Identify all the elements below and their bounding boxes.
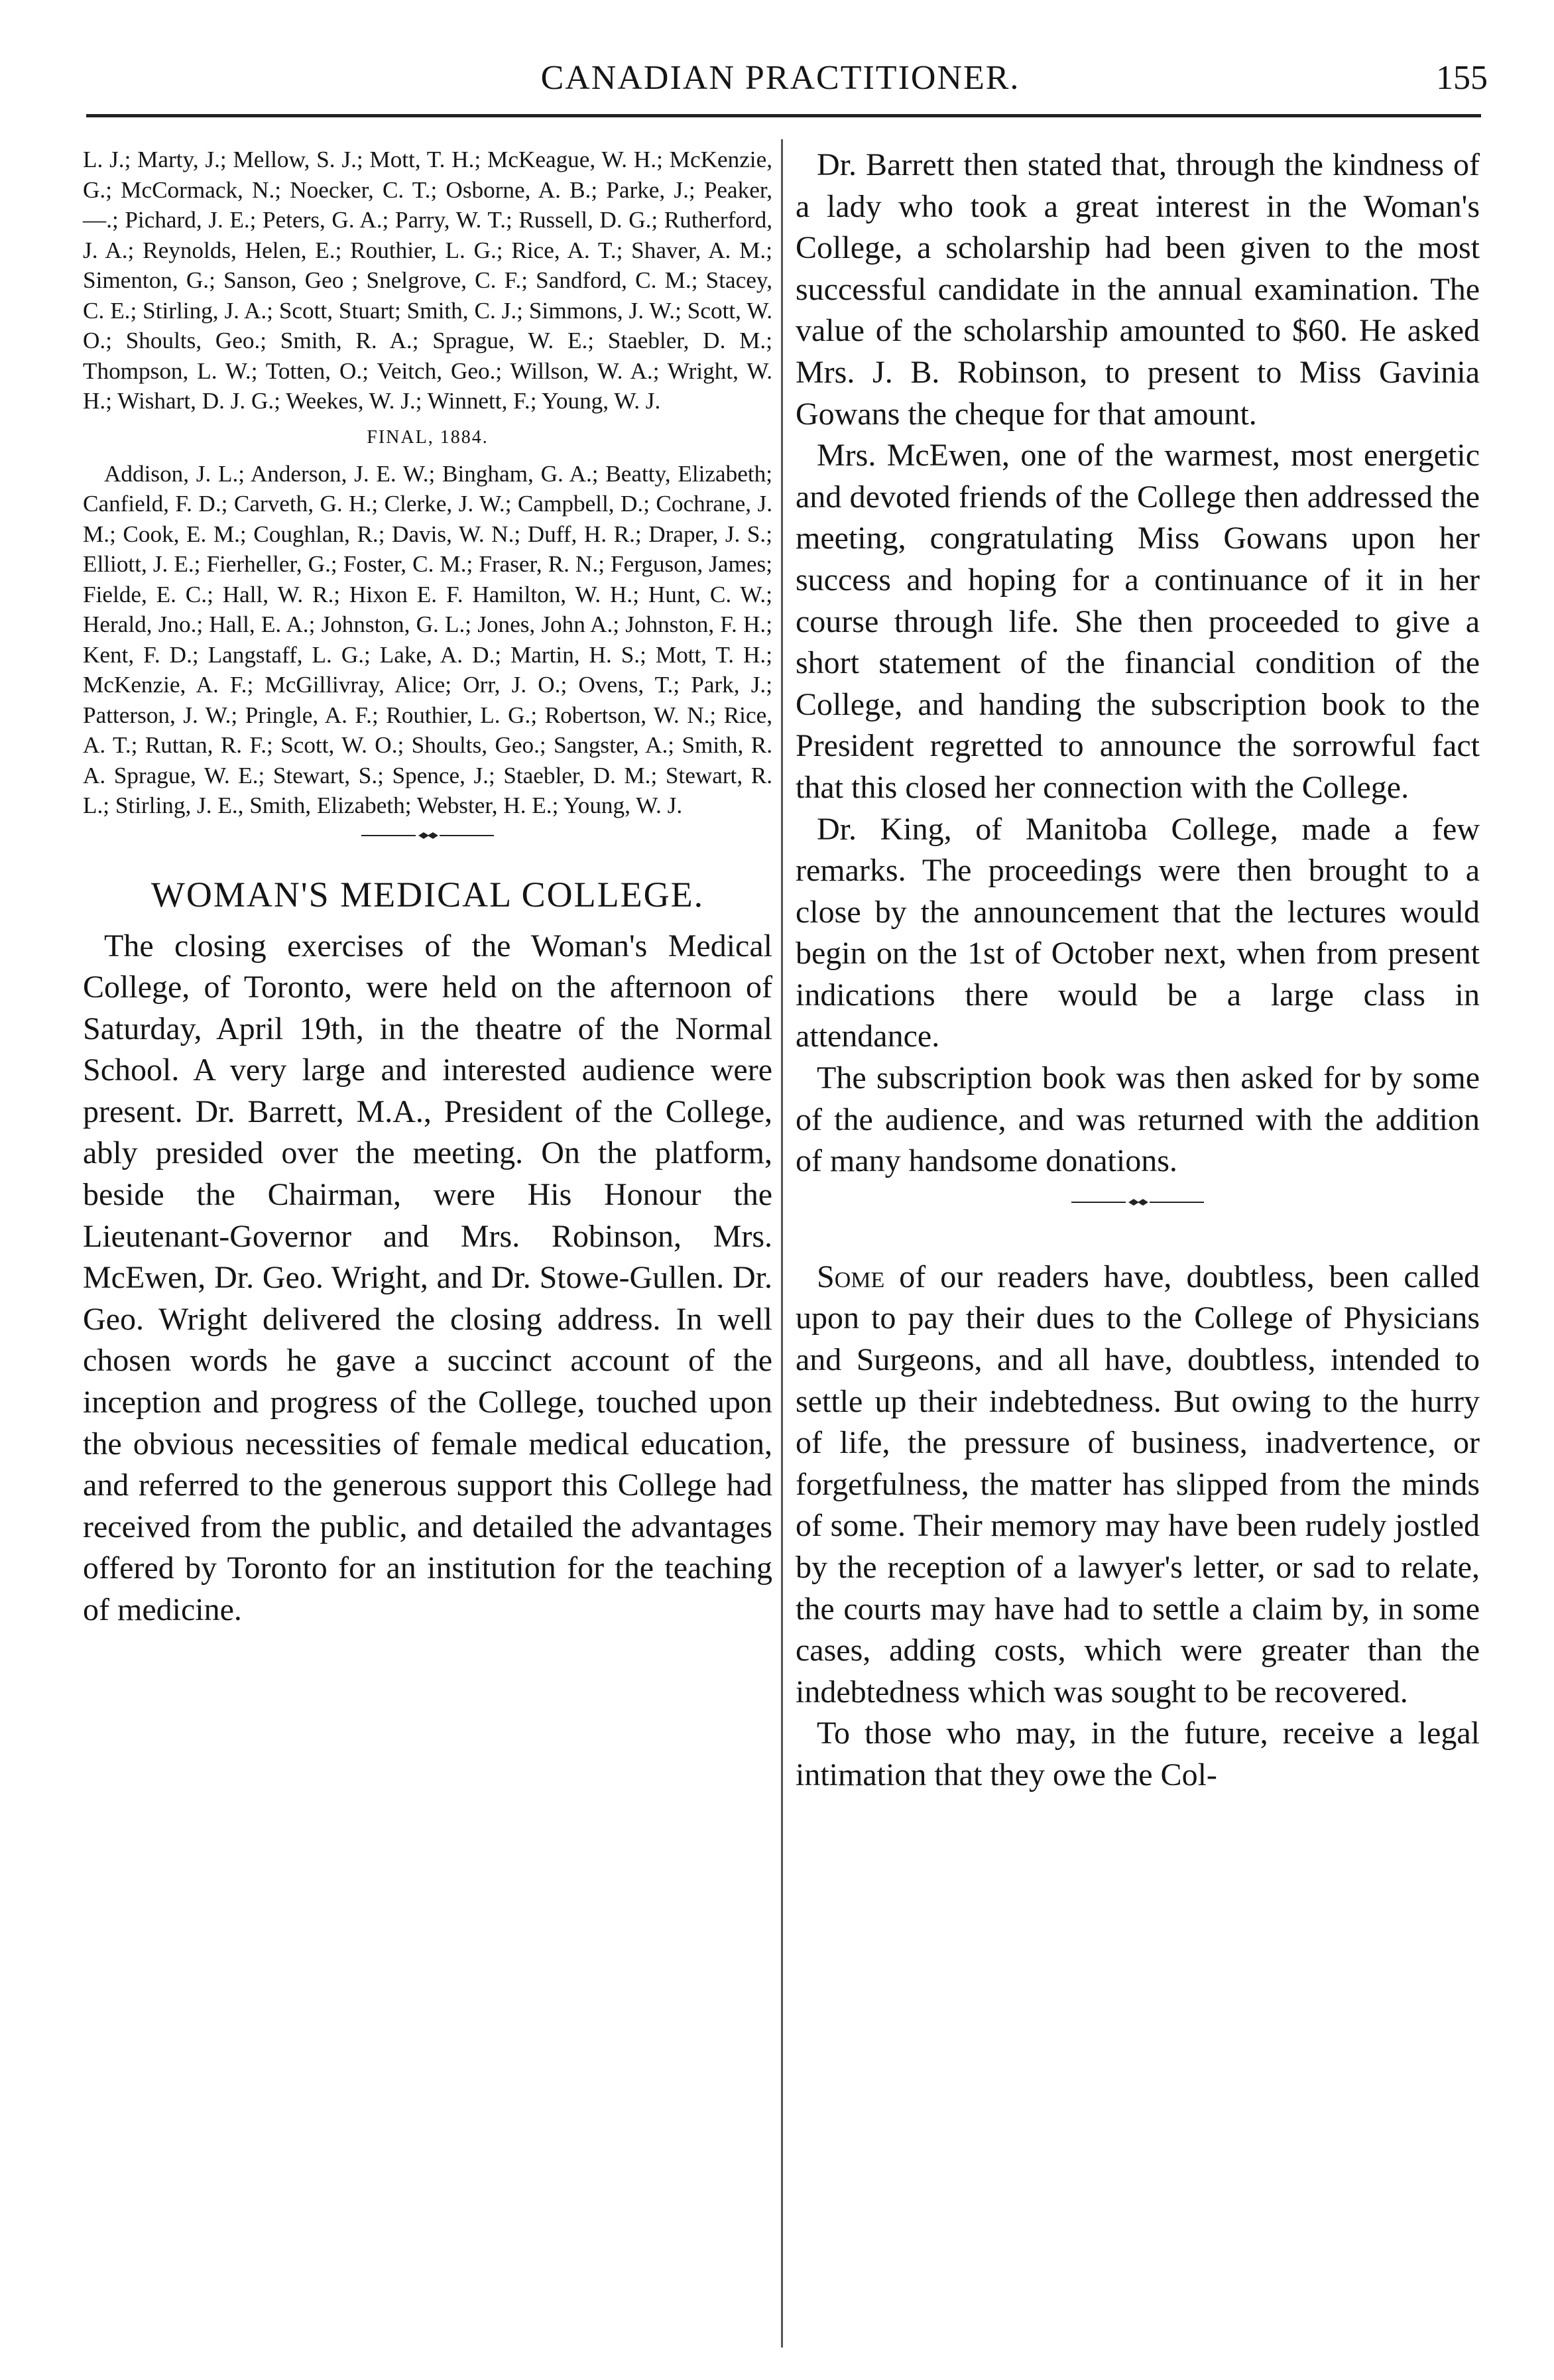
paragraph-scholarship: Dr. Barrett then stated that, through the kindness of a lady who took a great interest in the Woman's College, a scholarship had been given to the most successful candidate in the annual examination. The value of the scholarship amounted to $60. He asked Mrs. J. B. Robinson, to present to Miss Gavinia Gowans the cheque for that amount. [796, 147, 1480, 432]
column-divider [781, 139, 783, 2348]
right-column [796, 145, 1480, 1796]
section-title: WOMAN'S MEDICAL COLLEGE. [150, 874, 705, 914]
section-divider-ornament [83, 830, 772, 867]
paragraph-king: Dr. King, of Manitoba College, made a few remarks. The proceedings were then brought to a close by the announcement that the lectures would begin on the 1st of October next, when from present indications there would be a large class in attendance. [796, 811, 1480, 1054]
graduate-names-list: L. J.; Marty, J.; Mellow, S. J.; Mott, T. H.; McKeague, W. H.; McKenzie, G.; McCormack, N.; Noecker, C. T.; Osborne, A. B.; Parke, J.; Peaker, —.; Pichard, J. E.; Peters, G. A.; Parry, W. T.; Russell, D. G.; Rutherford, J. A.; Reynolds, Helen, E.; Routhier, L. G.; Rice, A. T.; Shaver, A. M.; Simenton, G.; Sanson, Geo ; Snelgrove, C. F.; Sandford, C. M.; Stacey, C. E.; Stirling, J. A.; Scott, Stuart; Smith, C. J.; Simmons, J. W.; Scott, W. O.; Shoults, Geo.; Smith, R. A.; Sprague, W. E.; Staebler, D. M.; Thompson, L. W.; Totten, O.; Veitch, Geo.; Willson, W. A.; Wright, W. H.; Wishart, D. J. G.; Weekes, W. J.; Winnett, F.; Young, W. J. [83, 147, 772, 414]
section-divider-ornament [796, 1197, 1480, 1257]
paragraph-subscription: The subscription book was then asked for by some of the audience, and was returned with the addition of many handsome donations. [796, 1060, 1480, 1179]
final-names-list: Addison, J. L.; Anderson, J. E. W.; Bingham, G. A.; Beatty, Elizabeth; Canfield, F. D.; Carveth, G. H.; Clerke, J. W.; Campbell, D.; Cochrane, J. M.; Cook, E. M.; Coughlan, R.; Davis, W. N.; Duff, H. R.; Draper, J. S.; Elliott, J. E.; Fierheller, G.; Foster, C. M.; Fraser, R. N.; Ferguson, James; Fielde, E. C.; Hall, W. R.; Hixon E. F. Hamilton, W. H.; Hunt, C. W.; Herald, Jno.; Hall, E. A.; Johnston, G. L.; Jones, John A.; Johnston, F. H.; Kent, F. D.; Langstaff, L. G.; Lake, A. D.; Martin, H. S.; Mott, T. H.; McKenzie, A. F.; McGillivray, Alice; Orr, J. O.; Ovens, T.; Park, J.; Patterson, J. W.; Pringle, A. F.; Routhier, L. G.; Robertson, W. N.; Rice, A. T.; Ruttan, R. F.; Scott, W. O.; Shoults, Geo.; Sangster, A.; Smith, R. A. Sprague, W. E.; Stewart, S.; Spence, J.; Staebler, D. M.; Stewart, R. L.; Stirling, J. E., Smith, Elizabeth; Webster, H. E.; Young, W. J. [83, 460, 772, 818]
paragraph-dues-text: of our readers have, doubtless, been called upon to pay their dues to the College of Physicians and Surgeons, and all have, doubtless, intended to settle up their indebtedness. But owing to the hurry of life, the pressure of business, inadvertence, or forgetfulness, the matter has slipped from the minds of some. Their memory may have been rudely jostled by the reception of a lawyer's letter, or sad to relate, the courts may have had to settle a claim by, in some cases, adding costs, which were greater than the indebtedness which was sought to be recovered. [796, 1259, 1480, 1710]
journal-title: CANADIAN PRACTITIONER. [540, 59, 1020, 97]
paragraph-mcewen: Mrs. McEwen, one of the warmest, most energetic and devoted friends of the College then addressed the meeting, congratulating Miss Gowans upon her success and hoping for a continuance of it in her course through life. She then proceeded to give a short statement of the financial condition of the College, and handing the subscription book to the President regretted to announce the sorrowful fact that this closed her connection with the College. [796, 438, 1480, 805]
final-1884-heading: FINAL, 1884. [367, 426, 489, 448]
small-caps-lead: Some [817, 1259, 885, 1294]
article-paragraph: The closing exercises of the Woman's Medical College, of Toronto, were held on the afternoon of Saturday, April 19th, in the theatre of the Normal School. A very large and interested audience were present. Dr. Barrett, M.A., President of the College, ably presided over the meeting. On the platform, beside the Chairman, were His Honour the Lieutenant-Governor and Mrs. Robinson, Mrs. McEwen, Dr. Geo. Wright, and Dr. Stowe-Gullen. Dr. Geo. Wright delivered the closing address. In well chosen words he gave a succinct account of the inception and progress of the College, touched upon the obvious necessities of female medical education, and referred to the generous support this College had received from the public, and detailed the advantages offered by Toronto for an institution for the teaching of medicine. [83, 928, 772, 1627]
left-column [83, 145, 772, 1631]
running-header [73, 58, 1488, 111]
header-rule [86, 114, 1481, 117]
page-number: 155 [1436, 59, 1488, 97]
paragraph-legal-intimation: To those who may, in the future, receive a legal intimation that they owe the Col- [796, 1716, 1480, 1792]
paragraph-dues [796, 1257, 1480, 1714]
